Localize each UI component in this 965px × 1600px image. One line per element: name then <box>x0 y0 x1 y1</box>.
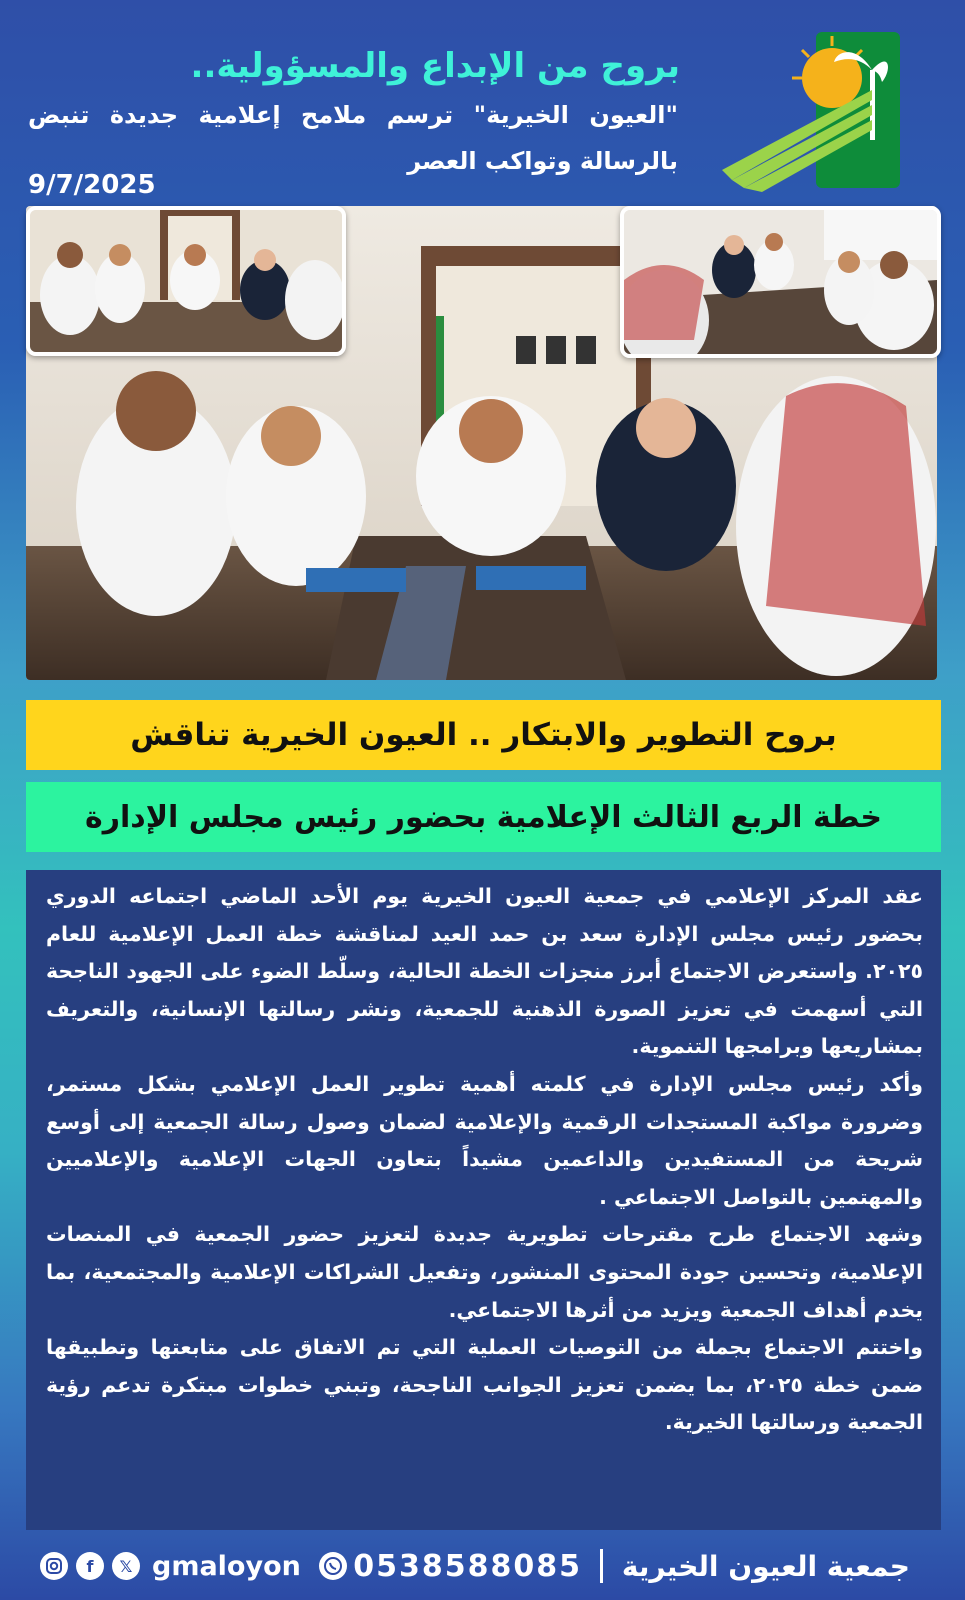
social-links <box>40 1551 301 1582</box>
phone-number[interactable]: 0538588085 <box>353 1548 583 1584</box>
footer-org-name: جمعية العيون الخيرية <box>621 1549 910 1583</box>
meeting-photo-1 <box>26 206 346 356</box>
social-handle[interactable]: gmaloyon <box>152 1550 301 1582</box>
article-paragraph-1: عقد المركز الإعلامي في جمعية العيون الخيرية يوم الأحد الماضي اجتماعه الدوري بحضور رئيس مجلس الإدارة سعد بن حمد العيد لمناقشة خطة العمل الإعلامية للعام ٢٠٢٥. واستعرض الاجتماع أبرز منجزات الخطة الحالية، وسلّط الضوء على الجهود الناجحة التي أسهمت في تعزيز الصورة الذهنية للجمعية، ونشر رسالتها الإنسانية، والتعريف بمشاريعها وبرامجها التنموية. <box>46 884 923 1059</box>
footer-bar <box>40 1544 910 1588</box>
whatsapp-icon <box>319 1552 347 1580</box>
headline-banner: بروح التطوير والابتكار .. العيون الخيرية تناقش <box>26 700 941 770</box>
subheadline-banner: خطة الربع الثالث الإعلامية بحضور رئيس مجلس الإدارة <box>26 782 941 852</box>
org-logo <box>722 30 904 192</box>
footer-divider <box>600 1549 603 1583</box>
x-icon[interactable]: 𝕏 <box>112 1552 140 1580</box>
article-body <box>26 870 941 1530</box>
article-paragraph-3: وشهد الاجتماع طرح مقترحات تطويرية جديدة لتعزيز حضور الجمعية في المنصات الإعلامية، وتحسين جودة المحتوى المنشور، وتفعيل الشراكات الإعلامية والمجتمعية، بما يخدم أهداف الجمعية ويزيد من أثرها الاجتماعي. <box>46 1222 923 1322</box>
phone-contact[interactable] <box>319 1549 582 1584</box>
headline-title: بروح من الإبداع والمسؤولية.. <box>190 46 680 86</box>
instagram-icon[interactable] <box>40 1552 68 1580</box>
post-date: 9/7/2025 <box>28 170 156 200</box>
headline-subtitle: "العيون الخيرية" ترسم ملامح إعلامية جديدة تنبض بالرسالة وتواكب العصر <box>28 101 678 175</box>
facebook-icon[interactable]: f <box>76 1552 104 1580</box>
article-paragraph-4: واختتم الاجتماع بجملة من التوصيات العملية التي تم الاتفاق على متابعتها وتطبيقها ضمن خطة ٢٠٢٥، بما يضمن تعزيز الجوانب الناجحة، وتبني خطوات مبتكرة تدعم رؤية الجمعية ورسالتها الخيرية. <box>46 1335 923 1435</box>
meeting-photo-2 <box>620 206 941 358</box>
article-paragraph-2: وأكد رئيس مجلس الإدارة في كلمته أهمية تطوير العمل الإعلامي بشكل مستمر، وضرورة مواكبة المستجدات الرقمية والإعلامية لضمان وصول رسالة الجمعية إلى أوسع شريحة من المستفيدين والداعمين مشيداً بتعاون الجهات الإعلامية والإعلاميين والمهتمين بالتواصل الاجتماعي . <box>46 1071 923 1209</box>
